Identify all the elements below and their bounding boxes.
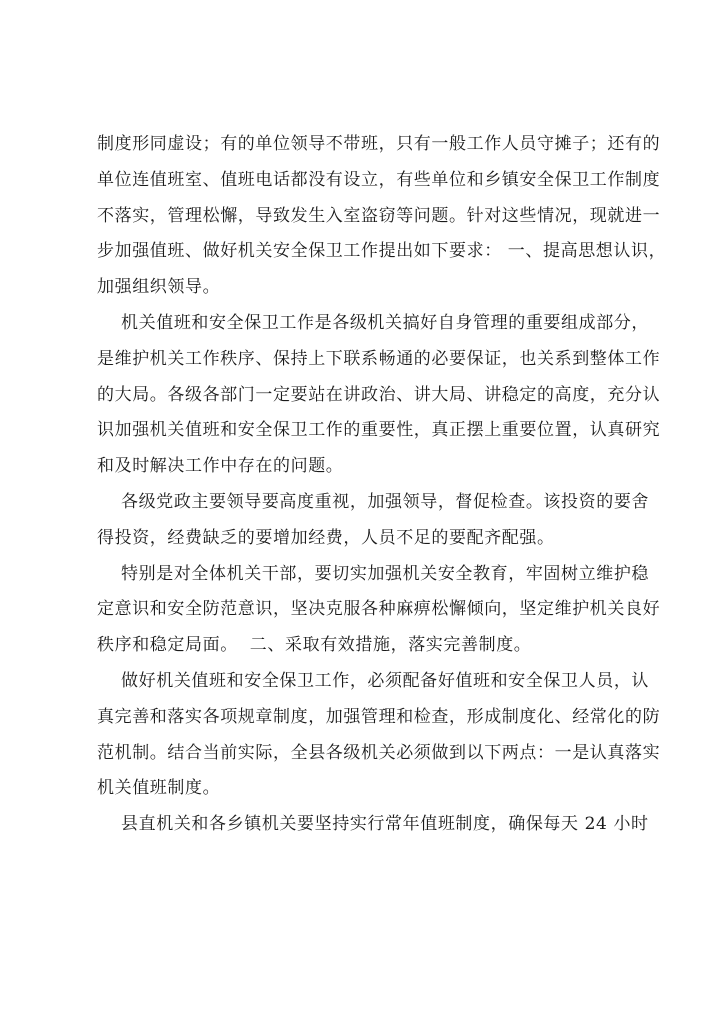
text-line: 加强组织领导。 xyxy=(97,277,221,298)
text-line: 的大局。各级各部门一定要站在讲政治、讲大局、讲稳定的高度，充分认 xyxy=(97,384,661,405)
text-line: 得投资，经费缺乏的要增加经费，人员不足的要配齐配强。 xyxy=(97,527,555,548)
text-line: 定意识和安全防范意识，坚决克服各种麻痹松懈倾向，坚定维护机关良好 xyxy=(97,599,661,620)
text-line: 真完善和落实各项规章制度，加强管理和检查，形成制度化、经常化的防 xyxy=(97,706,661,727)
text-line: 和及时解决工作中存在的问题。 xyxy=(97,456,344,477)
text-line: 范机制。结合当前实际，全县各级机关必须做到以下两点：一是认真落实 xyxy=(97,742,661,763)
text-line: 特别是对全体机关干部，要切实加强机关安全教育，牢固树立维护稳 xyxy=(97,563,650,584)
text-line: 县直机关和各乡镇机关要坚持实行常年值班制度，确保每天 24 小时 xyxy=(97,814,649,835)
text-line: 步加强值班、做好机关安全保卫工作提出如下要求： 一、提高思想认识， xyxy=(97,241,667,262)
text-line: 做好机关值班和安全保卫工作，必须配备好值班和安全保卫人员，认 xyxy=(97,670,650,691)
text-line: 各级党政主要领导要高度重视，加强领导，督促检查。该投资的要舍 xyxy=(97,491,650,512)
text-line: 不落实，管理松懈，导致发生入室盗窃等问题。针对这些情况，现就进一 xyxy=(97,205,661,226)
body-text xyxy=(97,127,667,843)
text-line: 识加强机关值班和安全保卫工作的重要性，真正摆上重要位置，认真研究 xyxy=(97,420,661,441)
text-line: 秩序和稳定局面。 二、采取有效措施，落实完善制度。 xyxy=(97,635,532,656)
text-line: 机关值班和安全保卫工作是各级机关搞好自身管理的重要组成部分， xyxy=(97,312,650,333)
text-line: 机关值班制度。 xyxy=(97,778,221,799)
text-line: 是维护机关工作秩序、保持上下联系畅通的必要保证，也关系到整体工作 xyxy=(97,348,661,369)
text-line: 单位连值班室、值班电话都没有设立，有些单位和乡镇安全保卫工作制度 xyxy=(97,169,661,190)
text-line: 制度形同虚设；有的单位领导不带班，只有一般工作人员守摊子；还有的 xyxy=(97,134,661,154)
